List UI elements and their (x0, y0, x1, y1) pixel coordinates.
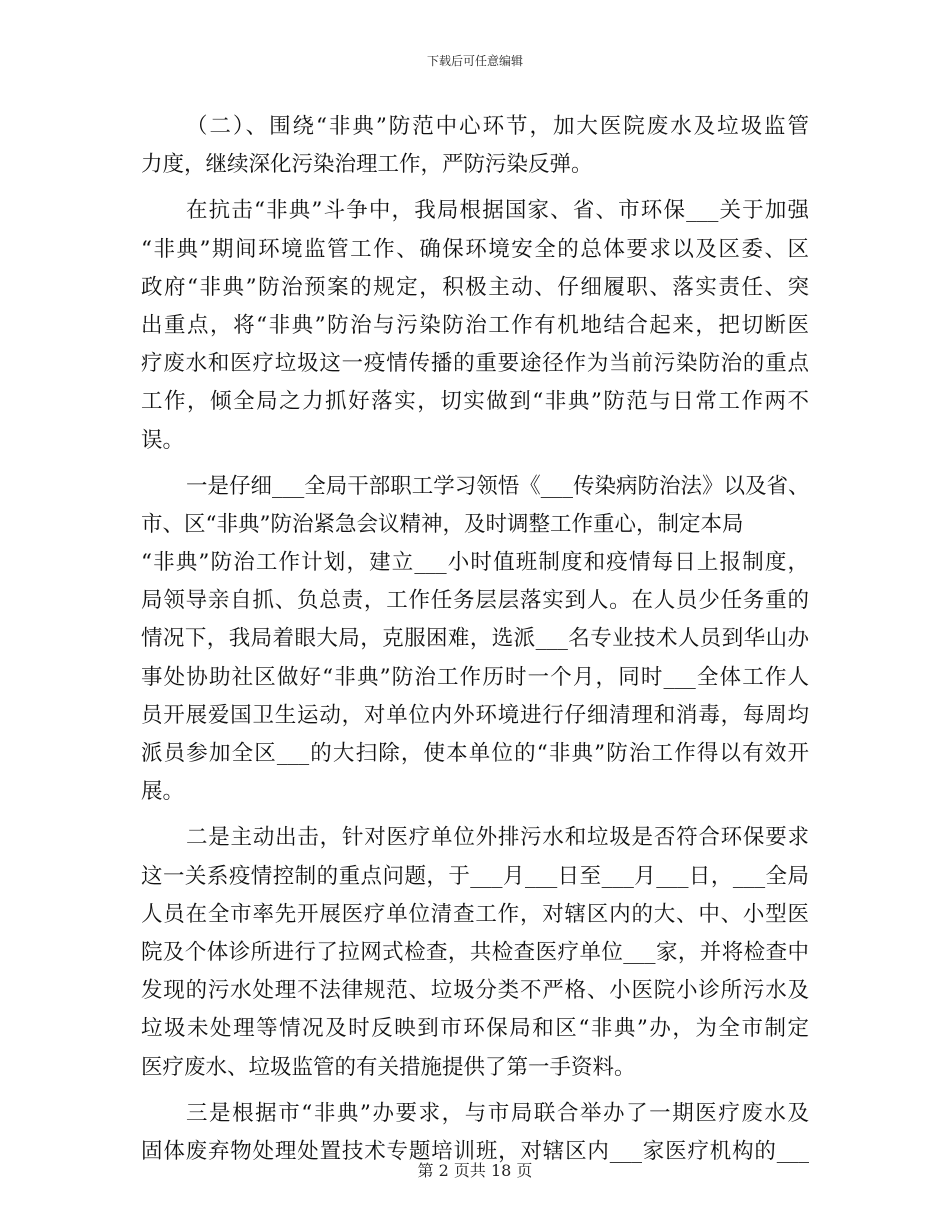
text-line: 医疗废水、垃圾监管的有关措施提供了第一手资料。 (141, 1054, 636, 1080)
text-line: “非典”防治工作计划，建立___小时值班制度和疫情每日上报制度， (141, 550, 809, 576)
text-line: 出重点，将“非典”防治与污染防治工作有机地结合起来，把切断医 (141, 312, 809, 338)
text-line: 力度，继续深化污染治理工作，严防污染反弹。 (141, 152, 593, 178)
page-footer: 第 2 页共 18 页 (417, 1161, 533, 1180)
text-line: 事处协助社区做好“非典”防治工作历时一个月，同时___全体工作人 (141, 664, 809, 690)
text-line: 在抗击“非典”斗争中，我局根据国家、省、市环保___关于加强 (186, 198, 809, 224)
text-line: 政府“非典”防治预案的规定，积极主动、仔细履职、落实责任、突 (141, 274, 809, 300)
body-text (141, 108, 809, 1171)
text-line: 员开展爱国卫生运动，对单位内外环境进行仔细清理和消毒，每周均 (141, 702, 809, 728)
text-line: 误。 (141, 427, 185, 453)
text-line: 展。 (141, 779, 185, 805)
text-line: 固体废弃物处理处置技术专题培训班，对辖区内___家医疗机构的___ (141, 1138, 809, 1164)
text-line: 一是仔细___全局干部职工学习领悟《___传染病防治法》以及省、 (186, 473, 810, 499)
text-line: 情况下，我局着眼大局，克服困难，选派___名专业技术人员到华山办 (141, 626, 809, 652)
text-line: 发现的污水处理不法律规范、垃圾分类不严格、小医院小诊所污水及 (141, 978, 809, 1004)
text-line: 局领导亲自抓、负总责，工作任务层层落实到人。在人员少任务重的 (141, 588, 809, 614)
text-line: 二是主动出击，针对医疗单位外排污水和垃圾是否符合环保要求 (186, 825, 809, 851)
text-line: 院及个体诊所进行了拉网式检查，共检查医疗单位___家，并将检查中 (141, 939, 809, 965)
text-line: （二）、围绕“非典”防范中心环节，加大医院废水及垃圾监管 (186, 114, 809, 139)
text-line: 垃圾未处理等情况及时反映到市环保局和区“非典”办，为全市制定 (141, 1016, 809, 1042)
page-header: 下载后可任意编辑 (426, 54, 523, 68)
text-line: 疗废水和医疗垃圾这一疫情传播的重要途径作为当前污染防治的重点 (141, 351, 809, 377)
text-line: 派员参加全区___的大扫除，使本单位的“非典”防治工作得以有效开 (141, 741, 809, 766)
text-line: “非典”期间环境监管工作、确保环境安全的总体要求以及区委、区 (141, 236, 809, 262)
text-line: 这一关系疫情控制的重点问题，于___月___日至___月___日，___全局 (141, 863, 809, 889)
text-line: 市、区“非典”防治紧急会议精神，及时调整工作重心，制定本局 (141, 511, 744, 537)
text-line: 工作，倾全局之力抓好落实，切实做到“非典”防范与日常工作两不 (141, 389, 809, 415)
text-line: 人员在全市率先开展医疗单位清查工作，对辖区内的大、中、小型医 (141, 901, 809, 927)
text-line: 三是根据市“非典”办要求，与市局联合举办了一期医疗废水及 (186, 1100, 809, 1126)
